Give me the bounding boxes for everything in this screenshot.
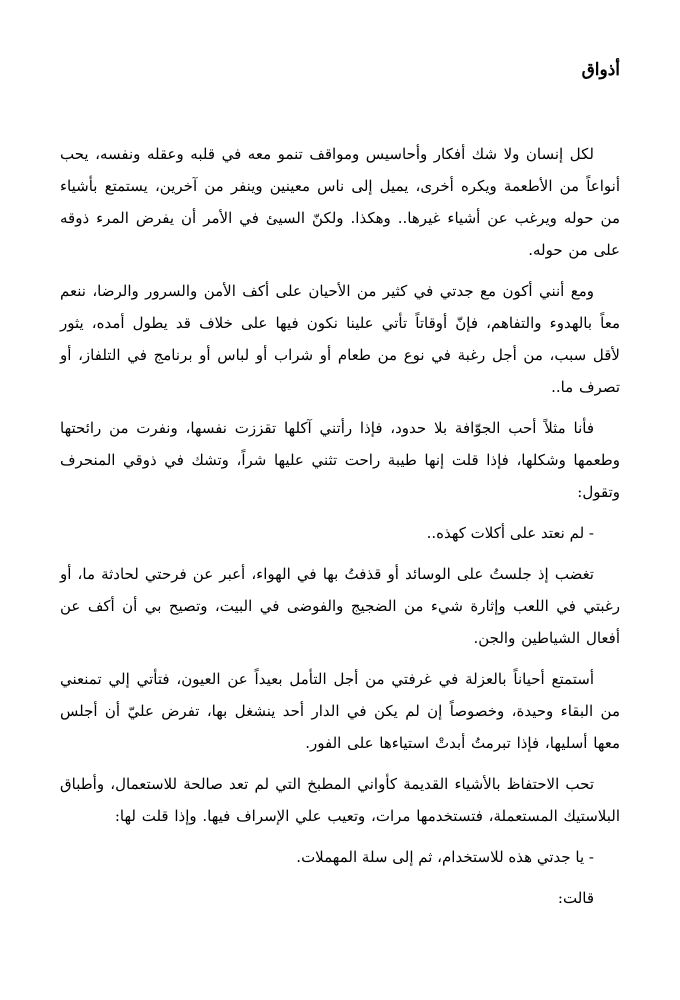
dialogue-line-1: - لم نعتد على أكلات كهذه.. <box>426 524 594 542</box>
paragraph-3: فأنا مثلاً أحب الجوّافة بلا حدود، فإذا رأتني آكلها تقززت نفسها، ونفرت من رائحتها وطعمها وشكلها، فإذا قلت إنها طيبة راحت تثني عليها شراً، وتشك في ذوقي المنحرف وتقول: <box>60 419 620 501</box>
paragraph-4: تغضب إذ جلستُ على الوسائد أو قذفتُ بها في الهواء، أعبر عن فرحتي لحادثة ما، أو رغبتي في اللعب وإثارة شيء من الضجيج والفوضى في البيت، وتصيح بي أن أكف عن أفعال الشياطين والجن. <box>60 565 620 647</box>
paragraph-2: ومع أنني أكون مع جدتي في كثير من الأحيان على أكف الأمن والسرور والرضا، ننعم معاً بالهدوء والتفاهم، فإنّ أوقاتاً تأتي علينا نكون فيها على خلاف قد يطول أمده، يثور لأقل سبب، من أجل رغبة في نوع من طعام أو شراب أو لباس أو برنامج في التلفاز، أو تصرف ما.. <box>60 282 620 396</box>
dialogue-line-2: - يا جدتي هذه للاستخدام، ثم إلى سلة المهملات. <box>296 848 594 866</box>
paragraph-5: أستمتع أحياناً بالعزلة في غرفتي من أجل التأمل بعيداً عن العيون، فتأتي إلي تمنعني من البقاء وحيدة، وخصوصاً إن لم يكن في الدار أحد ينشغل بها، تفرض عليّ أن أجلس معها أسليها، فإذا تبرمتُ أبدتْ استياءها على الفور. <box>60 670 620 752</box>
page-title: أذواق <box>581 60 620 80</box>
paragraph-6: تحب الاحتفاظ بالأشياء القديمة كأواني المطبخ التي لم تعد صالحة للاستعمال، وأطباق البلاستيك المستعملة، فتستخدمها مرات، وتعيب علي الإسراف فيها. وإذا قلت لها: <box>60 775 620 825</box>
paragraph-1: لكل إنسان ولا شك أفكار وأحاسيس ومواقف تنمو معه في قلبه وعقله ونفسه، يحب أنواعاً من الأطعمة ويكره أخرى، يميل إلى ناس معينين وينفر من آخرين، يستمتع بأشياء من حوله ويرغب عن أشياء غيرها.. وهكذا. ولكنّ السيئ في الأمر أن يفرض المرء ذوقه على من حوله. <box>60 145 620 259</box>
dialogue-intro: قالت: <box>557 889 594 907</box>
